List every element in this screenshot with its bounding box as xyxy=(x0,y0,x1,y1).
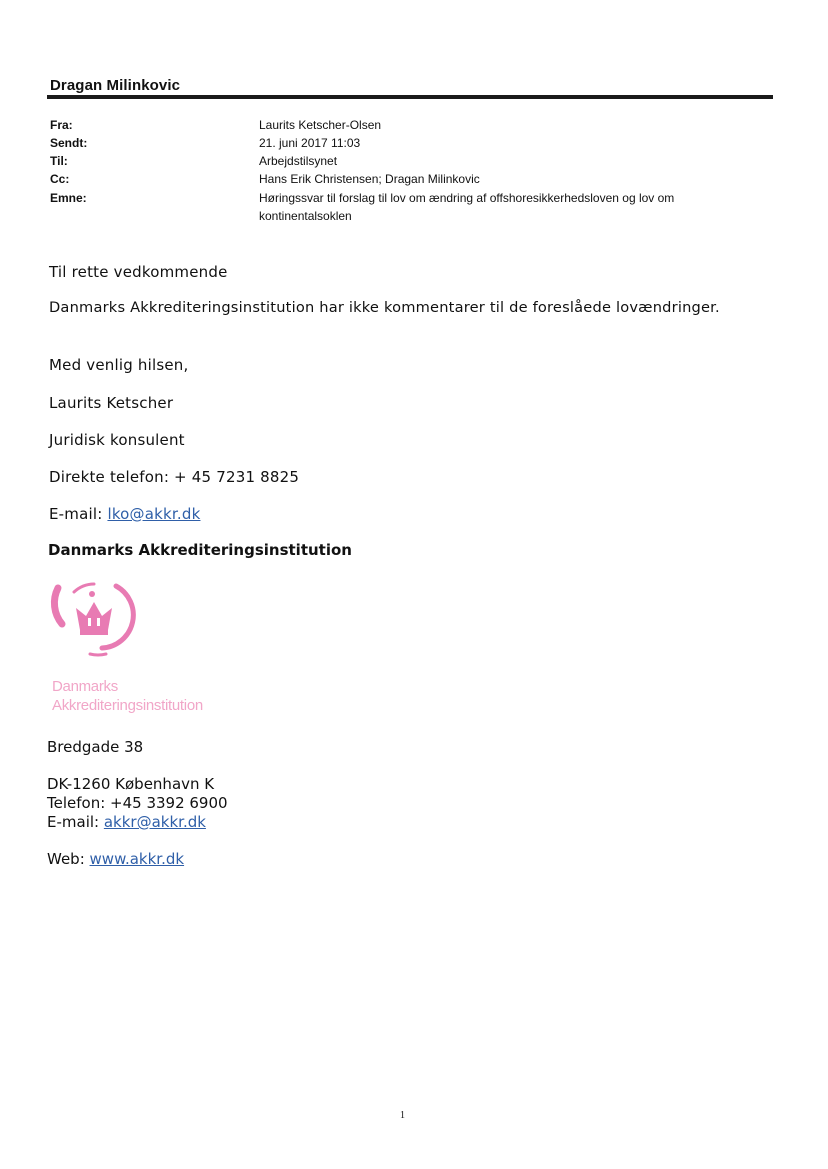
meta-value-subject: Høringssvar til forslag til lov om ændring af offshoresikkerhedsloven og lov om kontinentalsoklen xyxy=(259,191,675,223)
organization-email-link[interactable]: akkr@akkr.dk xyxy=(103,813,206,831)
signer-title: Juridisk konsulent xyxy=(49,431,185,449)
organization-web-line xyxy=(47,850,184,868)
web-label: Web: xyxy=(47,850,90,868)
meta-label-cc: Cc: xyxy=(50,172,70,186)
signer-email-line xyxy=(49,505,200,523)
signer-email-label: E-mail: xyxy=(49,505,108,523)
meta-label-subject: Emne: xyxy=(50,191,87,205)
meta-value-from: Laurits Ketscher-Olsen xyxy=(259,118,382,132)
closing: Med venlig hilsen, xyxy=(49,356,189,374)
web-link[interactable]: www.akkr.dk xyxy=(89,850,185,868)
meta-value-to: Arbejdstilsynet xyxy=(259,154,338,168)
organization-email-line xyxy=(47,813,206,831)
meta-label-from: Fra: xyxy=(50,118,73,132)
meta-label-sent: Sendt: xyxy=(50,136,88,150)
logo-text-line1: Danmarks xyxy=(52,678,118,695)
meta-value-cc: Hans Erik Christensen; Dragan Milinkovic xyxy=(259,172,480,186)
address-city: DK-1260 København K xyxy=(47,775,215,793)
greeting: Til rette vedkommende xyxy=(49,263,228,281)
page-number: 1 xyxy=(400,1110,405,1121)
signer-name: Laurits Ketscher xyxy=(49,394,174,412)
header-divider xyxy=(47,95,773,99)
meta-label-to: Til: xyxy=(50,154,68,168)
direct-phone: Direkte telefon: + 45 7231 8825 xyxy=(49,468,300,486)
organization-email-label: E-mail: xyxy=(47,813,104,831)
signer-email-link[interactable]: lko@akkr.dk xyxy=(107,505,201,523)
logo-text-line2: Akkrediteringsinstitution xyxy=(52,697,203,714)
crown-logo-icon xyxy=(44,578,154,658)
address-street: Bredgade 38 xyxy=(47,738,144,756)
organization-logo xyxy=(44,578,154,658)
meta-value-sent: 21. juni 2017 11:03 xyxy=(259,136,361,150)
organization-phone: Telefon: +45 3392 6900 xyxy=(47,794,228,812)
organization-name: Danmarks Akkrediteringsinstitution xyxy=(48,541,352,559)
document-header-name: Dragan Milinkovic xyxy=(50,77,181,94)
message: Danmarks Akkrediteringsinstitution har ikke kommentarer til de foreslåede lovændringer. xyxy=(49,299,720,316)
